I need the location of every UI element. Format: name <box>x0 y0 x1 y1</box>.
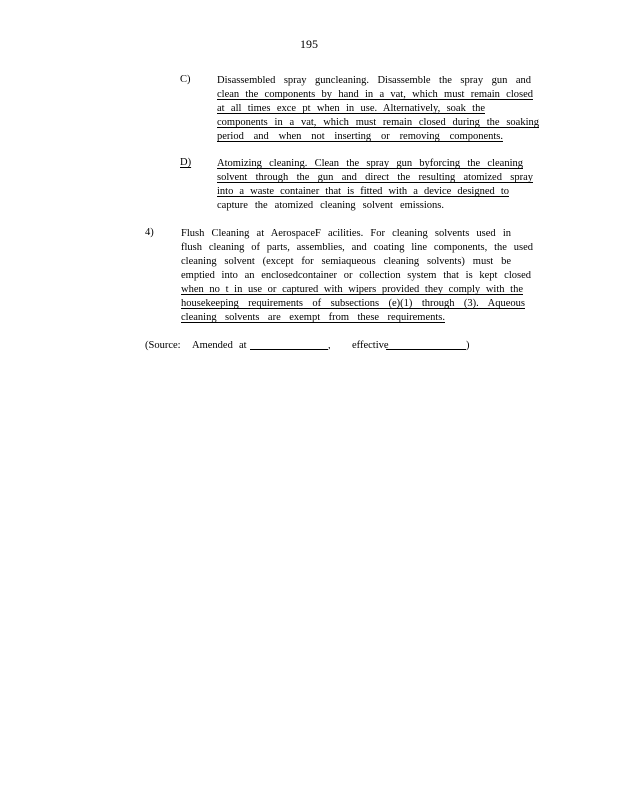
amended-date-blank <box>250 339 328 350</box>
effective-date-blank <box>386 339 466 350</box>
item-c-line-3: at all times exce pt when in use. Alternatively, soak the <box>217 103 485 114</box>
item-c-line-2: clean the components by hand in a vat, which must remain closed <box>217 89 533 100</box>
source-close: ) <box>466 340 470 351</box>
item-d-line-1: Atomizing cleaning. Clean the spray gun byforcing the cleaning <box>217 158 523 169</box>
item-c-line-4: components in a vat, which must remain closed during the soaking <box>217 117 539 128</box>
item-4-line-7: cleaning solvents are exempt from these requirements. <box>181 312 445 323</box>
source-effective: effective <box>352 340 389 351</box>
item-d-line-2: solvent through the gun and direct the resulting atomized spray <box>217 172 533 183</box>
item-4-line-6: housekeeping requirements of subsections (e)(1) through (3). Aqueous <box>181 298 525 309</box>
item-4-label: 4) <box>145 227 154 238</box>
page-number: 195 <box>300 37 318 51</box>
source-amended: Amended <box>192 340 233 351</box>
item-c-label: C) <box>180 74 191 85</box>
source-open: (Source: <box>145 340 181 351</box>
item-4-line-2: flush cleaning of parts, assemblies, and coating line components, the used <box>181 242 533 253</box>
item-d-line-3: into a waste container that is fitted with a device designed to <box>217 186 509 197</box>
item-d-line-4: capture the atomized cleaning solvent emissions. <box>217 200 444 211</box>
source-at: at <box>239 340 247 351</box>
item-c-line-1: Disassembled spray guncleaning. Disassemble the spray gun and <box>217 75 531 86</box>
item-4-line-3: cleaning solvent (except for semiaqueous cleaning solvents) must be <box>181 256 511 267</box>
item-d-label: D) <box>180 157 192 168</box>
item-4-line-1: Flush Cleaning at AerospaceF acilities. For cleaning solvents used in <box>181 228 511 239</box>
source-comma: , <box>328 340 331 351</box>
item-4-line-5: when no t in use or captured with wipers provided they comply with the <box>181 284 523 295</box>
item-c-line-5: period and when not inserting or removing components. <box>217 131 503 142</box>
item-4-line-4: emptied into an enclosedcontainer or collection system that is kept closed <box>181 270 531 281</box>
